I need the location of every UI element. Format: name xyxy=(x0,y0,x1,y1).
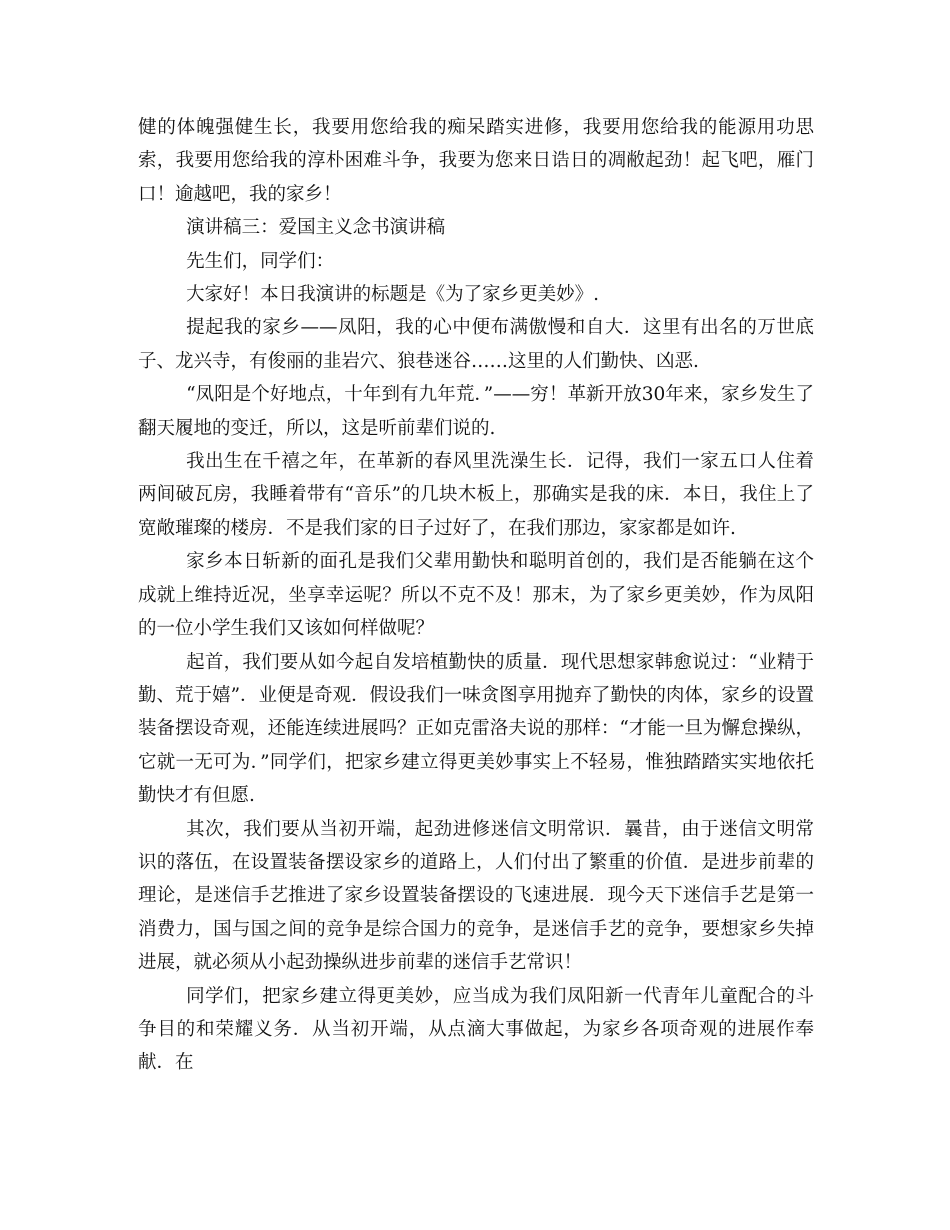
paragraph-8: 家乡本日斩新的面孔是我们父辈用勤快和聪明首创的，我们是否能躺在这个成就上维持近况，坐享幸运呢？所以不克不及！那末，为了家乡更美妙，作为凤阳的一位小学生我们又该如何样做呢？ xyxy=(138,551,814,640)
paragraph-9: 起首，我们要从如今起自发培植勤快的质量．现代思想家韩愈说过：“业精于勤、荒于嬉”．业便是奇观．假设我们一味贪图享用抛弃了勤快的肉体，家乡的设置装备摆设奇观，还能连续进展吗？正如克雷洛夫说的那样：“才能一旦为懈怠操纵，它就一无可为．”同学们，把家乡建立得更美妙事实上不轻易，惟独踏踏实实地依托勤快才有但愿. xyxy=(138,651,814,807)
paragraph-4: 大家好！本日我演讲的标题是《为了家乡更美妙》. xyxy=(186,284,599,306)
paragraph-11: 同学们，把家乡建立得更美妙，应当成为我们凤阳新一代青年儿童配合的斗争目的和荣耀义务．从当初开端，从点滴大事做起，为家乡各项奇观的进展作奉献．在 xyxy=(138,985,814,1074)
paragraph-10: 其次，我们要从当初开端，起劲进修迷信文明常识．曩昔，由于迷信文明常识的落伍，在设置装备摆设家乡的道路上，人们付出了繁重的价值．是进步前辈的理论，是迷信手艺推进了家乡设置装备摆设的飞速进展．现今天下迷信手艺是第一消费力，国与国之间的竞争是综合国力的竞争，是迷信手艺的竞争，要想家乡失掉进展，就必须从小起劲操纵进步前辈的迷信手艺常识！ xyxy=(138,818,814,974)
paragraph-1: 健的体魄强健生长，我要用您给我的痴呆踏实进修，我要用您给我的能源用功思索，我要用您给我的淳朴困难斗争，我要为您来日诰日的凋敝起劲！起飞吧，雁门口！逾越吧，我的家乡！ xyxy=(138,117,814,205)
paragraph-2-heading: 演讲稿三：爱国主义念书演讲稿 xyxy=(186,217,446,239)
paragraph-7: 我出生在千禧之年，在革新的春风里洗澡生长．记得，我们一家五口人住着两间破瓦房，我睡着带有“音乐”的几块木板上，那确实是我的床．本日，我住上了宽敞璀璨的楼房．不是我们家的日子过好了，在我们那边，家家都是如许. xyxy=(138,451,814,539)
paragraph-3-salutation: 先生们，同学们： xyxy=(186,250,335,272)
paragraph-6: “凤阳是个好地点，十年到有九年荒．”——穷！革新开放30年来，家乡发生了翻天履地的变迁，所以，这是听前辈们说的. xyxy=(138,384,814,439)
paragraph-5: 提起我的家乡——凤阳，我的心中便布满傲慢和自大．这里有出名的万世底子、龙兴寺，有俊丽的韭岩穴、狼巷迷谷……这里的人们勤快、凶恶. xyxy=(138,317,814,372)
document-body xyxy=(138,111,814,1080)
